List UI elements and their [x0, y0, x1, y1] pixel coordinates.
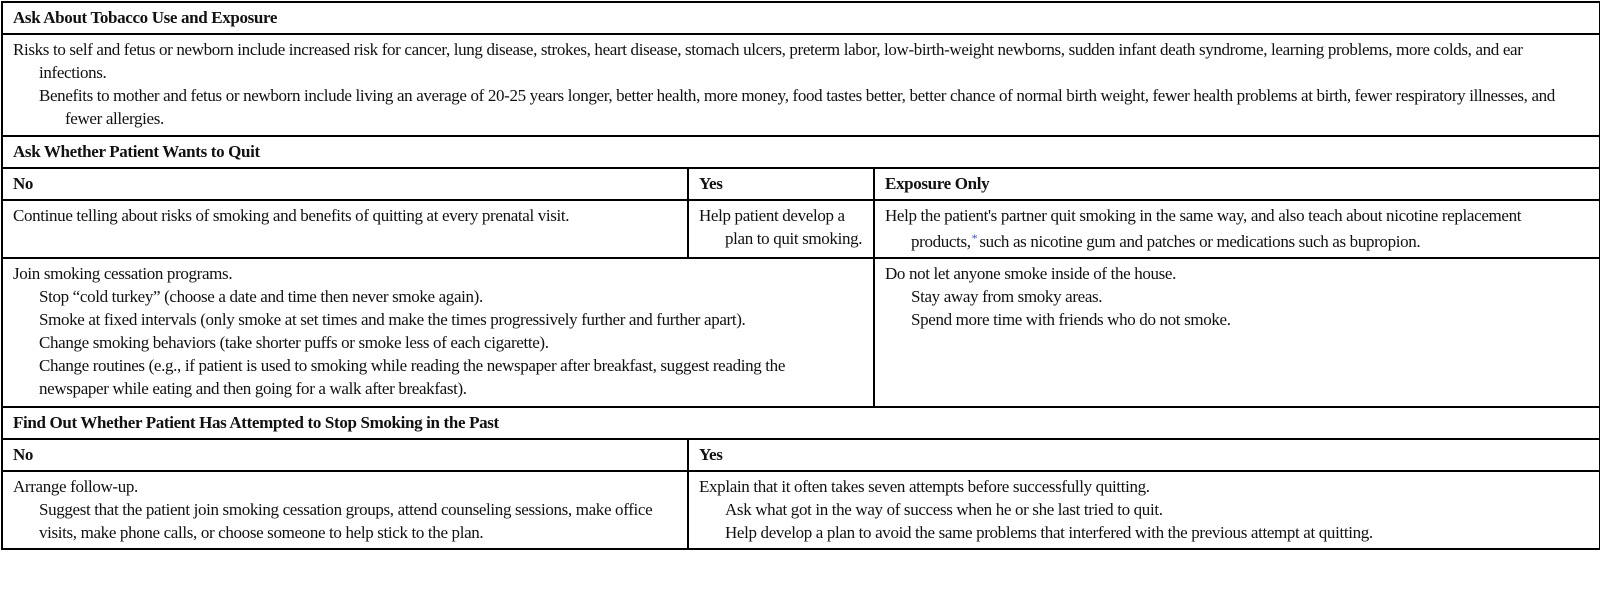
tobacco-info-cell [2, 34, 1600, 136]
house-item: Spend more time with friends who do not smoke. [911, 310, 1231, 329]
quit-yes-cell [688, 200, 874, 258]
quit-no-cell [2, 200, 688, 258]
quit-yes-text: Help patient develop a plan to quit smoking. [699, 206, 863, 248]
quit-exposure-text [885, 204, 1589, 253]
programs-item: Change smoking behaviors (take shorter puffs or smoke less of each cigarette). [39, 333, 549, 352]
footnote-marker[interactable]: * [971, 231, 978, 245]
quit-header-row [2, 136, 1600, 168]
attempt-answers-row [2, 471, 1600, 549]
attempt-header-row [2, 407, 1600, 439]
quit-col-no: No [2, 168, 688, 200]
quit-section-title: Ask Whether Patient Wants to Quit [2, 136, 1600, 168]
attempt-col-no: No [2, 439, 688, 471]
attempt-no-item: Suggest that the patient join smoking cessation groups, attend counseling sessions, make office visits, make phone calls, or choose someone to help stick to the plan. [39, 500, 653, 542]
quit-col-exposure: Exposure Only [874, 168, 1600, 200]
attempt-section-title: Find Out Whether Patient Has Attempted to Stop Smoking in the Past [2, 407, 1600, 439]
exposure-text-after: such as nicotine gum and patches or medications such as bupropion. [979, 232, 1421, 251]
quit-answers-row [2, 200, 1600, 258]
tobacco-body-row [2, 34, 1600, 136]
cessation-programs-cell [2, 258, 874, 407]
exposure-text-before: Help the patient's partner quit smoking in the same way, and also teach about nicotine replacement products, [885, 206, 1522, 251]
programs-lead: Join smoking cessation programs. [13, 264, 233, 283]
attempt-columns-row [2, 439, 1600, 471]
programs-item: Change routines (e.g., if patient is used to smoking while reading the newspaper after breakfast, suggest reading the newspaper while eating and then going for a walk after breakfast). [39, 356, 786, 398]
attempt-no-lead: Arrange follow-up. [13, 477, 138, 496]
benefits-text: Benefits to mother and fetus or newborn include living an average of 20-25 years longer, better health, more money, food tastes better, better chance of normal birth weight, fewer health problems at birth, fewer respiratory illnesses, and fewer allergies. [39, 86, 1555, 128]
quit-no-text: Continue telling about risks of smoking and benefits of quitting at every prenatal visit. [13, 206, 570, 225]
tobacco-section-title: Ask About Tobacco Use and Exposure [2, 2, 1600, 34]
quit-strategies-row [2, 258, 1600, 407]
attempt-col-yes: Yes [688, 439, 1600, 471]
attempt-yes-item: Help develop a plan to avoid the same problems that interfered with the previous attempt at quitting. [725, 523, 1373, 542]
quit-columns-row [2, 168, 1600, 200]
quit-exposure-cell [874, 200, 1600, 258]
programs-item: Stop “cold turkey” (choose a date and time then never smoke again). [39, 287, 483, 306]
risks-text: Risks to self and fetus or newborn include increased risk for cancer, lung disease, strokes, heart disease, stomach ulcers, preterm labor, low-birth-weight newborns, sudden infant death syndrome, learning problems, more colds, and ear infections. [13, 40, 1523, 82]
house-rules-cell [874, 258, 1600, 407]
house-lead: Do not let anyone smoke inside of the house. [885, 264, 1177, 283]
attempt-yes-item: Ask what got in the way of success when he or she last tried to quit. [725, 500, 1163, 519]
tobacco-header-row [2, 2, 1600, 34]
quit-col-yes: Yes [688, 168, 874, 200]
attempt-yes-cell [688, 471, 1600, 549]
programs-item: Smoke at fixed intervals (only smoke at set times and make the times progressively further and further apart). [39, 310, 746, 329]
attempt-yes-lead: Explain that it often takes seven attempts before successfully quitting. [699, 477, 1150, 496]
attempt-no-cell [2, 471, 688, 549]
house-item: Stay away from smoky areas. [911, 287, 1103, 306]
tobacco-counseling-table [1, 1, 1600, 550]
